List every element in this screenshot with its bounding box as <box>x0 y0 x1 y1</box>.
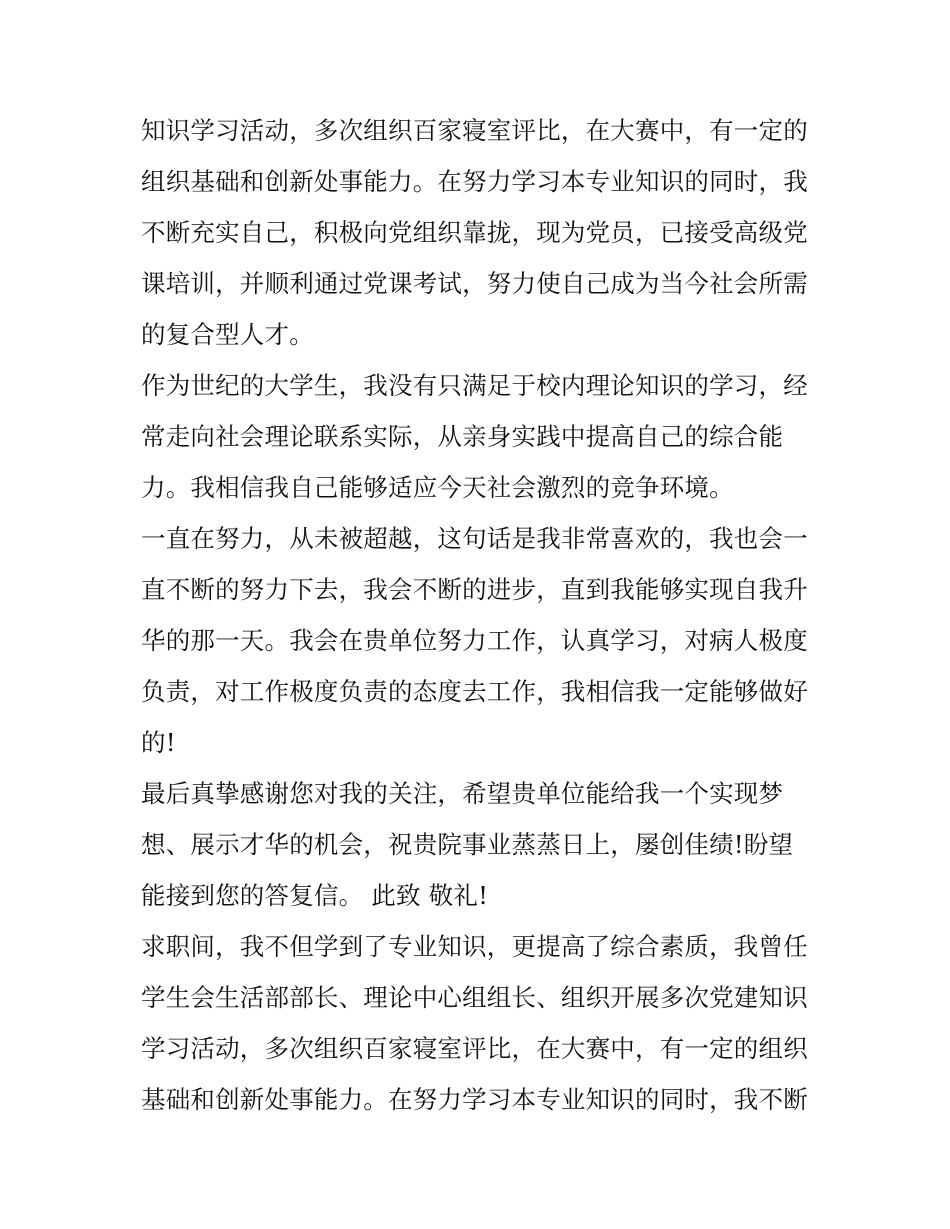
text-line: 知识学习活动，多次组织百家寝室评比，在大赛中，有一定的 <box>141 116 808 145</box>
text-line: 求职间，我不但学到了专业知识，更提高了综合素质，我曾任 <box>141 932 808 961</box>
text-line: 华的那一天。我会在贵单位努力工作，认真学习，对病人极度 <box>141 626 808 655</box>
text-line: 组织基础和创新处事能力。在努力学习本专业知识的同时，我 <box>141 167 808 196</box>
text-line: 不断充实自己，积极向党组织靠拢，现为党员，已接受高级党 <box>141 218 808 247</box>
text-line: 负责，对工作极度负责的态度去工作，我相信我一定能够做好 <box>141 677 808 706</box>
text-line: 学习活动，多次组织百家寝室评比，在大赛中，有一定的组织 <box>141 1034 808 1063</box>
text-line: 直不断的努力下去，我会不断的进步，直到我能够实现自我升 <box>141 575 808 604</box>
text-line: 作为世纪的大学生，我没有只满足于校内理论知识的学习，经 <box>141 371 808 400</box>
document-body <box>141 105 821 1125</box>
text-line: 基础和创新处事能力。在努力学习本专业知识的同时，我不断 <box>141 1085 808 1114</box>
text-line: 想、展示才华的机会，祝贵院事业蒸蒸日上，屡创佳绩!盼望 <box>141 830 794 859</box>
text-line: 一直在努力，从未被超越，这句话是我非常喜欢的，我也会一 <box>141 524 808 553</box>
text-line: 学生会生活部部长、理论中心组组长、组织开展多次党建知识 <box>141 983 808 1012</box>
text-line: 最后真挚感谢您对我的关注，希望贵单位能给我一个实现梦 <box>141 779 784 808</box>
text-line: 力。我相信我自己能够适应今天社会激烈的竞争环境。 <box>141 473 734 502</box>
text-line: 的复合型人才。 <box>141 320 314 349</box>
text-line: 能接到您的答复信。 此致 敬礼! <box>141 881 489 910</box>
text-line: 常走向社会理论联系实际，从亲身实践中提高自己的综合能 <box>141 422 784 451</box>
text-line: 课培训，并顺利通过党课考试，努力使自己成为当今社会所需 <box>141 269 808 298</box>
text-line: 的! <box>141 728 176 757</box>
